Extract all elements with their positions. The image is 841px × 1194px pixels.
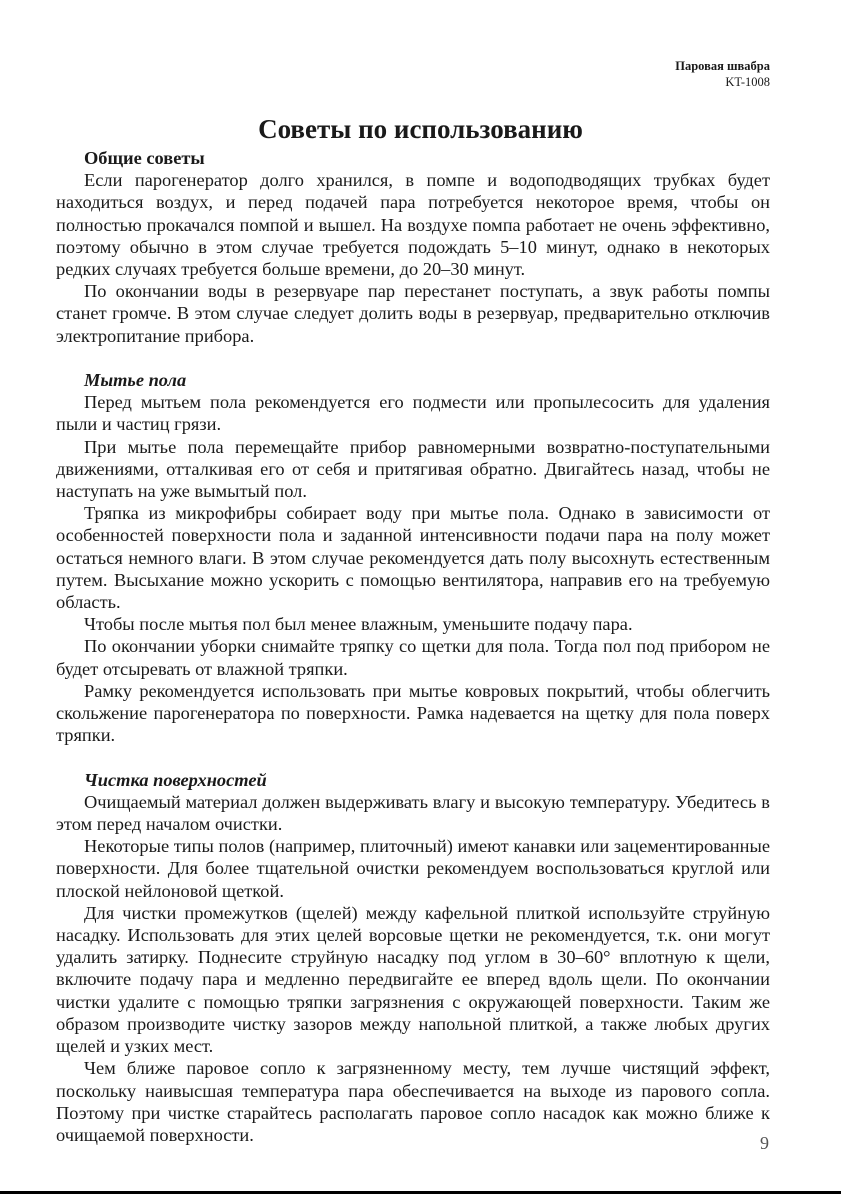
paragraph: Перед мытьем пола рекомендуется его подмести или пропылесосить для удаления пыли и частиц грязи. [56, 392, 770, 435]
paragraph: Некоторые типы полов (например, плиточный) имеют канавки или зацементированные поверхности. Для более тщательной очистки рекомендуем воспользоваться круглой или плоской нейлоновой щеткой. [56, 836, 770, 901]
paragraph: Чем ближе паровое сопло к загрязненному месту, тем лучше чистящий эффект, поскольку наивысшая температура пара обеспечивается на выходе из парового сопла. Поэтому при чистке старайтесь располагать паровое сопло насадок как можно ближе к очищаемой поверхности. [56, 1058, 770, 1145]
section-heading: Мытье пола [84, 370, 187, 391]
paragraph: Очищаемый материал должен выдерживать влагу и высокую температуру. Убедитесь в этом перед началом очистки. [56, 791, 770, 835]
header-product-name: Паровая швабра [675, 59, 770, 73]
paragraph: По окончании воды в резервуаре пар перестанет поступать, а звук работы помпы станет громче. В этом случае следует долить воды в резервуар, предварительно отключив электропитание прибора. [56, 281, 770, 346]
paragraph: При мытье пола перемещайте прибор равномерными возвратно-поступательными движениями, отталкивая его от себя и притягивая обратно. Двигайтесь назад, чтобы не наступать на уже вымытый пол. [56, 436, 770, 502]
section-surface-cleaning [56, 769, 770, 1146]
page-title: Советы по использованию [258, 114, 583, 145]
paragraph: Тряпка из микрофибры собирает воду при мытье пола. Однако в зависимости от особенностей поверхности пола и заданной интенсивности подачи пара на полу может остаться немного влаги. В этом случае рекомендуется дать полу высохнуть естественным путем. Высыхание можно ускорить с помощью вентилятора, направив его на требуемую область. [56, 503, 770, 613]
section-general-tips [56, 147, 770, 347]
page-number: 9 [760, 1133, 769, 1153]
main-content [56, 147, 770, 1146]
section-floor-washing [56, 369, 770, 746]
section-heading: Чистка поверхностей [84, 769, 267, 790]
paragraph: Если парогенератор долго хранился, в помпе и водоподводящих трубках будет находиться воздух, и перед подачей пара потребуется некоторое время, чтобы он полностью прокачался помпой и вышел. На воздухе помпа работает не очень эффективно, поэтому обычно в этом случае требуется подождать 5–10 минут, однако в некоторых редких случаях требуется больше времени, до 20–30 минут. [56, 170, 770, 280]
paragraph: Для чистки промежутков (щелей) между кафельной плиткой используйте струйную насадку. Использовать для этих целей ворсовые щетки не рекомендуется, т.к. они могут удалить затирку. Поднесите струйную насадку под углом в 30–60° вплотную к щели, включите подачу пара и медленно передвигайте ее вперед вдоль щели. По окончании чистки удалите с помощью тряпки загрязнения с окружающей поверхности. Таким же образом производите чистку зазоров между напольной плиткой, а также любых других щелей и узких мест. [56, 902, 770, 1057]
header-model-number: KT-1008 [725, 75, 770, 89]
paragraph: По окончании уборки снимайте тряпку со щетки для пола. Тогда пол под прибором не будет отсыревать от влажной тряпки. [56, 636, 770, 679]
paragraph: Чтобы после мытья пол был менее влажным, уменьшите подачу пара. [84, 614, 633, 635]
running-header [675, 58, 770, 90]
section-heading: Общие советы [84, 148, 205, 168]
paragraph: Рамку рекомендуется использовать при мытье ковровых покрытий, чтобы облегчить скольжение парогенератора по поверхности. Рамка надевается на щетку для пола поверх тряпки. [56, 680, 770, 746]
